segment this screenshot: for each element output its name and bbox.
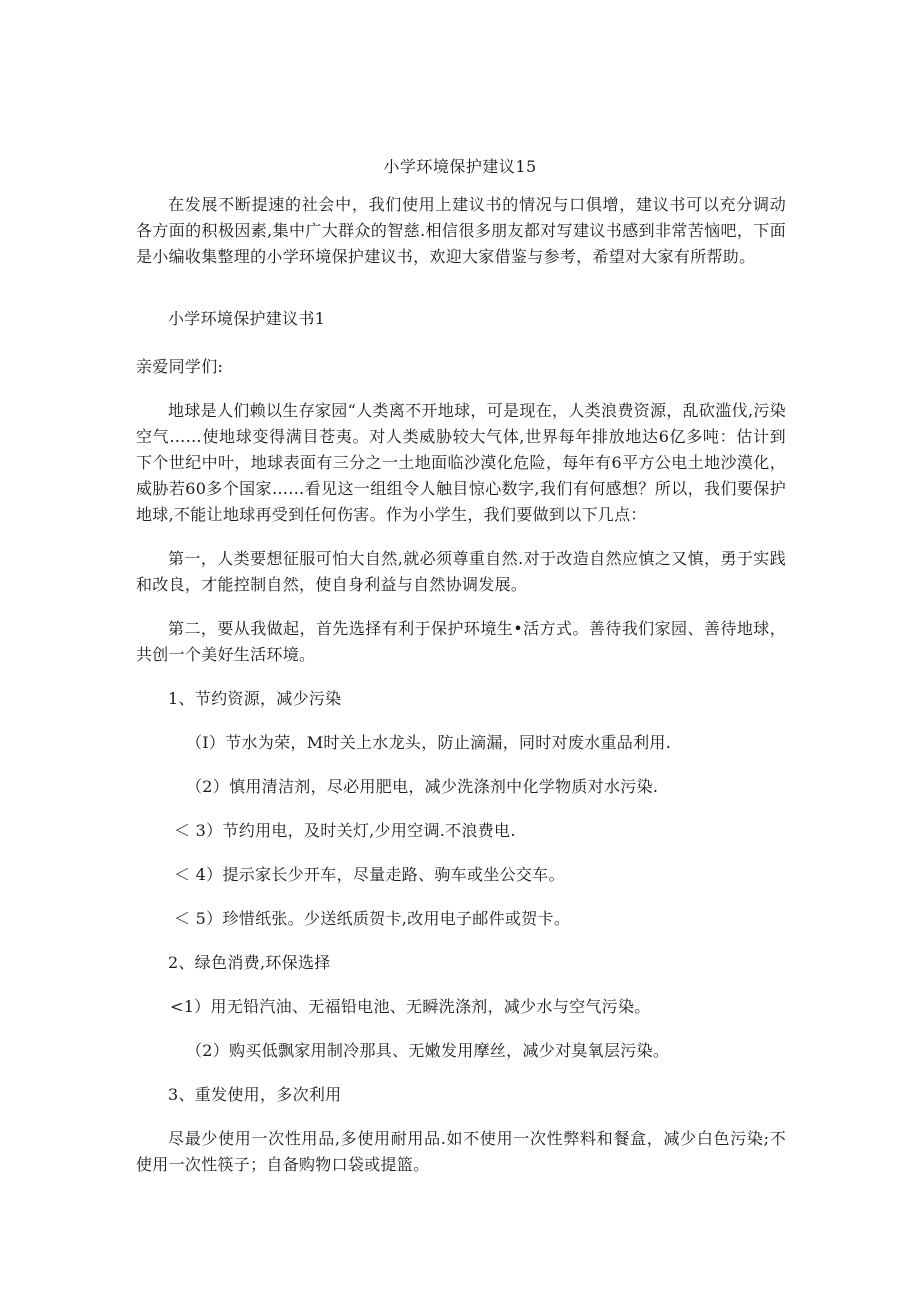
paragraph-second: 第二，要从我做起，首先选择有利于保护环境生•活方式。善待我们家园、善待地球，共创一个美好生活环境。 — [136, 619, 786, 664]
section-1-item-1: （I）节水为荣，M时关上水龙头，防止滴漏，同时对废水重品利用. — [186, 733, 672, 752]
section-1-item-2: （2）慎用清洁剂，尽必用肥电，减少洗涤剂中化学物质对水污染. — [186, 777, 659, 796]
paragraph-earth: 地球是人们赖以生存家园“人类离不开地球，可是现在，人类浪费资源，乱砍滥伐,污染空气……使地球变得满目苍夷。对人类威胁较大气体,世界每年排放地达6亿多吨：估计到下个世纪中叶，地球表面有三分之一土地面临沙漠化危险，每年有6平方公电土地沙漠化，威胁若60多个国家……看见这一组组令人触目惊心数字,我们有何感想？所以，我们要保护地球,不能让地球再受到任何伤害。作为小学生，我们要做到以下几点： — [136, 401, 786, 524]
section-2-heading: 2、绿色消费,环保选择 — [168, 953, 331, 972]
section-3-text: 尽最少使用一次性用品,多使用耐用品.如不使用一次性弊料和餐盒，减少白色污染;不使用一次性筷子；自备购物口袋或提篮。 — [136, 1129, 786, 1174]
section-1-item-5: ＜ 5）珍惜纸张。少送纸质贺卡,改用电子邮件或贺卡。 — [174, 909, 571, 928]
document-title: 小学环境保护建议15 — [383, 157, 537, 176]
letter-subtitle: 小学环境保护建议书1 — [168, 309, 326, 328]
section-2-item-2: （2）购买低飘家用制冷那具、无嫩发用摩丝，减少对臭氧层污染。 — [186, 1041, 670, 1060]
greeting: 亲爱同学们: — [136, 357, 224, 376]
document-body — [136, 192, 786, 1178]
paragraph-first: 第一，人类要想征服可怕大自然,就必须尊重自然.对于改造自然应慎之又慎，勇于实践和改良，才能控制自然，使自身利益与自然协调发展。 — [136, 549, 786, 594]
section-1-item-4: ＜ 4）提示家长少开车，尽量走路、驹车或坐公交车。 — [174, 865, 565, 884]
section-3-heading: 3、重发使用，多次利用 — [168, 1085, 342, 1104]
section-1-heading: 1、节约资源，减少污染 — [168, 689, 342, 708]
section-1-item-3: ＜ 3）节约用电，及时关灯,少用空调.不浪费电. — [174, 821, 516, 840]
intro-paragraph: 在发展不断提速的社会中，我们使用上建议书的情况与口俱增，建议书可以充分调动各方面的积极因素,集中广大群众的智慈.相信很多朋友都对写建议书感到非常苦恼吧，下面是小编收集整理的小学环境保护建议书，欢迎大家借鉴与参考，希望对大家有所帮助。 — [136, 195, 786, 266]
section-2-item-1: <1）用无铅汽油、无福铅电池、无瞬洗涤剂，减少水与空气污染。 — [170, 997, 651, 1016]
